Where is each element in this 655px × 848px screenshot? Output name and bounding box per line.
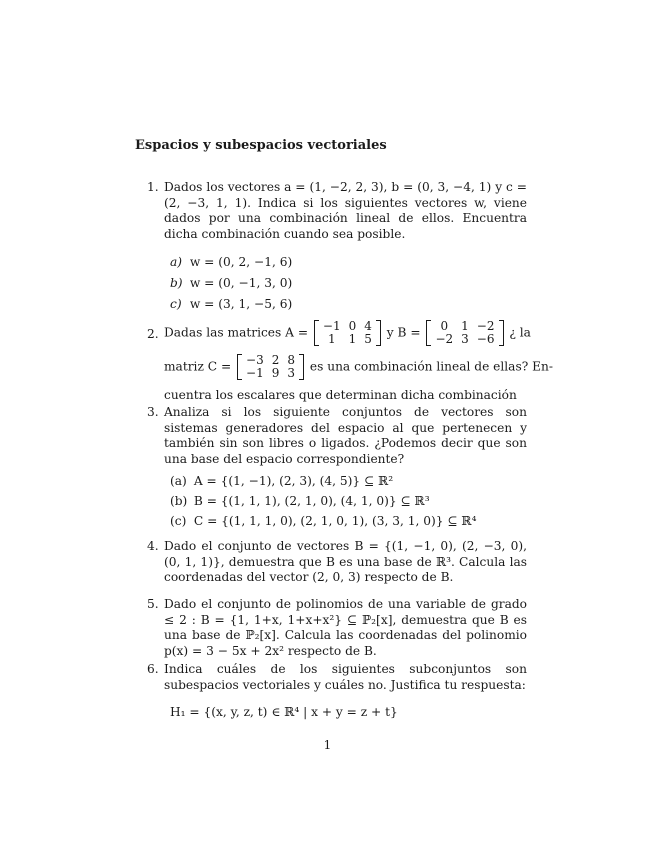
item-text: w = (0, 2, −1, 6): [189, 255, 293, 269]
question-text: Indica cuáles de los siguientes subconjuntos son subespacios vectoriales y cuáles no. Justifica tu respuesta:: [164, 662, 527, 692]
question-number: 5.: [147, 597, 159, 611]
matrix-cell: 9: [271, 366, 280, 380]
item-label: c): [170, 297, 182, 311]
section-title: Espacios y subespacios vectoriales: [135, 138, 387, 153]
subset-definition: H₁ = {(x, y, z, t) ∈ ℝ⁴ | x + y = z + t}: [170, 705, 398, 719]
matrix-b: [426, 320, 503, 346]
question-text: cuentra los escalares que determinan dicha combinación: [164, 388, 517, 402]
item-text: A = {(1, −1), (2, 3), (4, 5)} ⊆ ℝ²: [193, 474, 394, 488]
matrix-cell: 1: [327, 332, 336, 346]
item-text: C = {(1, 1, 1, 0), (2, 1, 0, 1), (3, 3, 1, 0)} ⊆ ℝ⁴: [193, 514, 477, 528]
question-text: Dado el conjunto de vectores B = {(1, −1, 0), (2, −3, 0), (0, 1, 1)}, demuestra que B es una base de ℝ³. Calcula las coordenadas del vector (2, 0, 3) respecto de B.: [164, 539, 527, 585]
matrix-cell: 1: [461, 319, 469, 333]
question-number: 2.: [147, 327, 159, 341]
matrix-cell: −6: [476, 332, 495, 346]
question-number: 4.: [147, 539, 159, 553]
item-label: a): [170, 255, 183, 269]
item-label: (c): [170, 514, 187, 528]
matrix-cell: −2: [476, 319, 495, 333]
question-4: [147, 539, 527, 586]
question-text: Dados los vectores a = (1, −2, 2, 3), b = (0, 3, −4, 1) y c = (2, −3, 1, 1). Indica si los siguientes vectores w, viene dados por una combinación lineal de ellos. Encuentra dicha combinación cuando sea posible.: [164, 180, 527, 241]
question-text: es una combinación lineal de ellas? En-: [309, 359, 553, 374]
matrix-cell: 2: [271, 353, 280, 367]
list-item: [170, 474, 393, 490]
question-number: 1.: [147, 180, 159, 194]
item-label: (a): [170, 474, 187, 488]
matrix-cell: −3: [246, 353, 264, 367]
question-2: [147, 319, 553, 404]
question-5: [147, 597, 527, 659]
item-label: (b): [170, 494, 188, 508]
matrix-a: [314, 320, 381, 346]
question-text: Dado el conjunto de polinomios de una variable de grado ≤ 2 : B = {1, 1+x, 1+x+x²} ⊆ ℙ₂[x], demuestra que B es una base de ℙ₂[x]. Calcula las coordenadas del polinomio p(x) = 3 − 5x + 2x² respecto de B.: [164, 597, 527, 658]
question-1: [147, 180, 527, 242]
question-text: matriz C =: [164, 359, 232, 374]
matrix-cell: −1: [322, 319, 341, 333]
matrix-cell: −1: [246, 366, 264, 380]
item-text: w = (0, −1, 3, 0): [189, 276, 293, 290]
list-item: [170, 514, 476, 530]
list-item: [170, 276, 292, 292]
question-text: ¿ la: [509, 325, 531, 340]
matrix-cell: 3: [461, 332, 469, 346]
matrix-cell: 0: [440, 319, 449, 333]
matrix-cell: 1: [348, 332, 357, 346]
item-text: w = (3, 1, −5, 6): [189, 297, 293, 311]
matrix-cell: 3: [287, 366, 296, 380]
matrix-cell: 5: [364, 332, 372, 346]
item-label: b): [170, 276, 183, 290]
matrix-cell: 4: [364, 319, 372, 333]
matrix-cell: 8: [287, 353, 296, 367]
question-text: y B =: [386, 325, 421, 340]
question-6: [147, 662, 527, 693]
list-item: [170, 297, 292, 313]
list-item: [170, 494, 430, 510]
matrix-c: [237, 354, 304, 380]
question-text: Dadas las matrices A =: [164, 325, 309, 340]
list-item: [170, 255, 292, 271]
question-3: [147, 405, 527, 467]
matrix-cell: 0: [348, 319, 357, 333]
question-number: 3.: [147, 405, 159, 419]
question-number: 6.: [147, 662, 159, 676]
page-number: 1: [323, 738, 332, 752]
item-text: B = {(1, 1, 1), (2, 1, 0), (4, 1, 0)} ⊆ ℝ³: [193, 494, 430, 508]
question-text: Analiza si los siguiente conjuntos de vectores son sistemas generadores del espacio al que pertenecen y también sin son libres o ligados. ¿Podemos decir que son una base del espacio correspondiente?: [164, 405, 527, 466]
matrix-cell: −2: [435, 332, 454, 346]
